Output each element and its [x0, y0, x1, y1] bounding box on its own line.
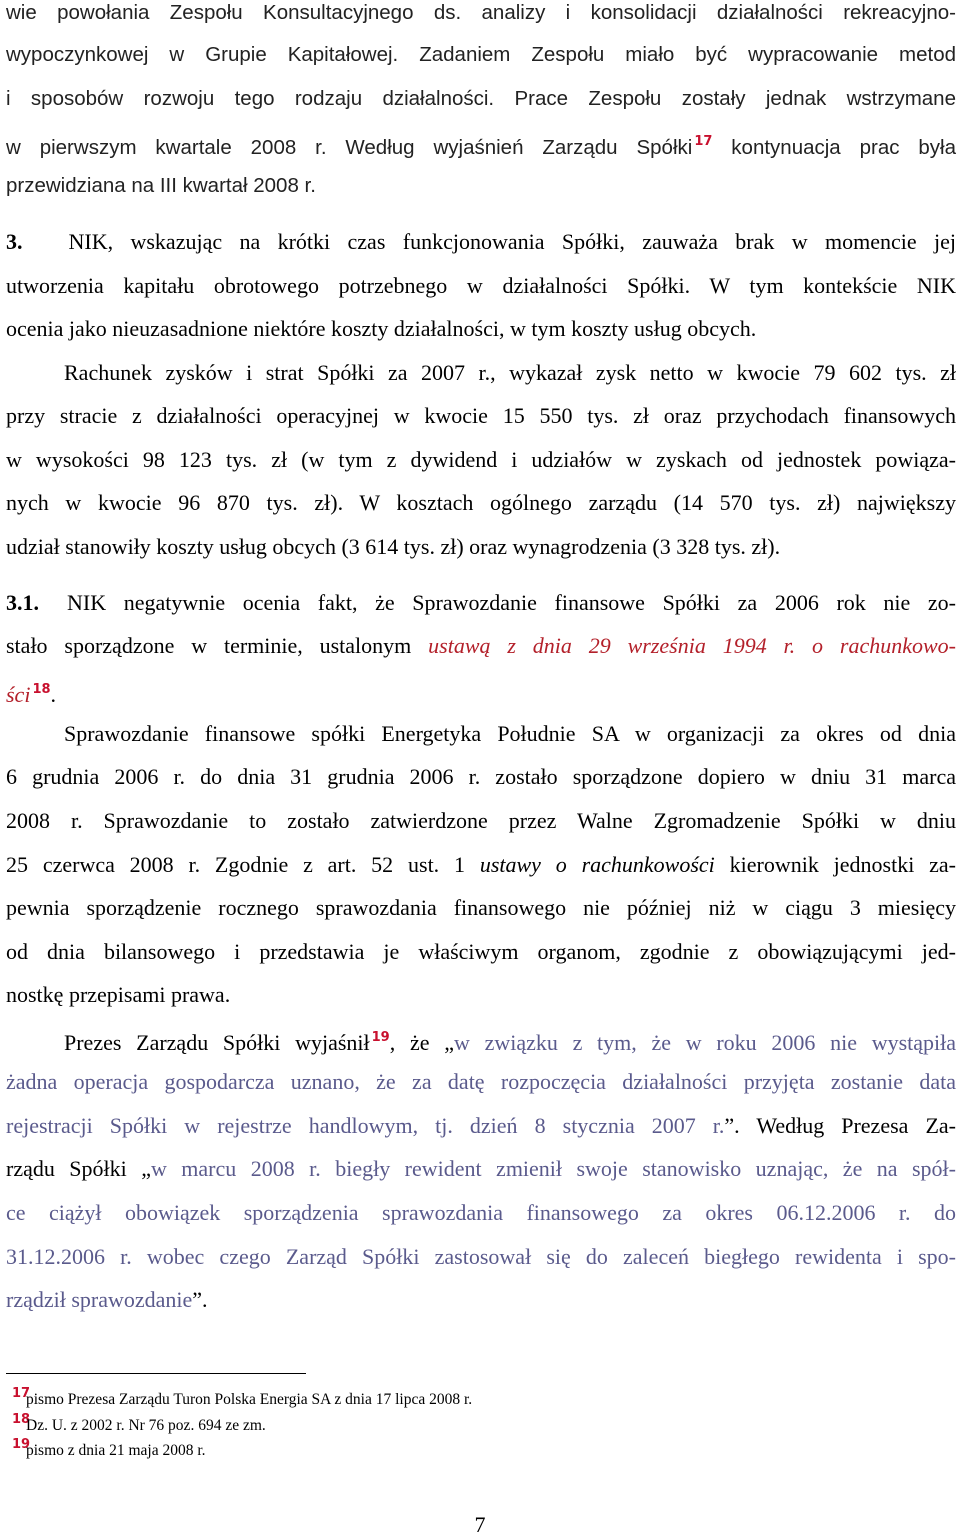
paragraph-line: przewidziana na III kwartał 2008 r. [6, 174, 316, 197]
footnote-ref[interactable]: 17 [694, 134, 713, 149]
paragraph-line: Rachunek zysków i strat Spółki za 2007 r., wykazał zysk netto w kwocie 79 602 tys. zł [64, 360, 956, 385]
paragraph-line: 2008 r. Sprawozdanie to zostało zatwierdzone przez Walne Zgromadzenie Spółki w dniu [6, 808, 956, 833]
text-run: Prezes Zarządu Spółki wyjaśnił [64, 1030, 370, 1055]
paragraph-line [6, 129, 956, 159]
quoted-line: żadna operacja gospodarcza uznano, że za datę rozpoczęcia działalności przyjęta zostanie data [6, 1069, 956, 1094]
paragraph-line [6, 1156, 956, 1182]
paragraph-line [6, 1287, 956, 1313]
paragraph-line: od dnia bilansowego i przedstawia je właściwym organom, zgodnie z obowiązującymi jed- [6, 939, 956, 964]
paragraph-line: nostkę przepisami prawa. [6, 982, 231, 1007]
footnote-number: 17 [12, 1386, 31, 1401]
quoted-line: ce ciążył obowiązek sporządzenia sprawozdania finansowego za okres 06.12.2006 r. do [6, 1200, 956, 1225]
text-run: , że „ [389, 1030, 454, 1055]
text-run: NIK, wskazując na krótki czas funkcjonowania Spółki, zauważa brak w momencie jej [68, 229, 956, 254]
text-run: . [50, 682, 57, 707]
footnote-ref[interactable]: 19 [371, 1030, 390, 1045]
paragraph-line: utworzenia kapitału obrotowego potrzebnego w działalności Spółki. W tym kontekście NIK [6, 273, 956, 298]
quoted-text: rządził sprawozdanie [6, 1287, 193, 1312]
section-3-line [6, 229, 956, 255]
paragraph-line: w wysokości 98 123 tys. zł (w tym z dywidend i udziałów w zyskach od jednostek powiąza- [6, 447, 956, 472]
paragraph-line [6, 633, 956, 659]
paragraph-line [6, 852, 956, 878]
page-number: 7 [474, 1512, 486, 1537]
text-run: NIK negatywnie ocenia fakt, że Sprawozdanie finansowe Spółki za 2006 rok nie zo- [67, 590, 956, 615]
paragraph-line: 6 grudnia 2006 r. do dnia 31 grudnia 2006 r. zostało sporządzone dopiero w dniu 31 marca [6, 764, 956, 789]
paragraph-line: przy stracie z działalności operacyjnej w kwocie 15 550 tys. zł oraz przychodach finansowych [6, 403, 956, 428]
law-link[interactable]: ści [6, 682, 31, 707]
paragraph-line: Sprawozdanie finansowe spółki Energetyka Południe SA w organizacji za okres od dnia [64, 721, 956, 746]
paragraph-line: ocenia jako nieuzasadnione niektóre koszty działalności, w tym koszty usług obcych. [6, 316, 757, 341]
text-run: 25 czerwca 2008 r. Zgodnie z art. 52 ust. 1 [6, 852, 480, 877]
footnote-ref[interactable]: 18 [32, 682, 51, 697]
text-run: rządu Spółki „ [6, 1156, 151, 1181]
section-number: 3.1. [6, 590, 39, 615]
text-run: ”. [192, 1287, 208, 1312]
paragraph-line: wypoczynkowej w Grupie Kapitałowej. Zadaniem Zespołu miało być wypracowanie metod [6, 43, 956, 66]
paragraph-line [6, 677, 956, 707]
law-link[interactable]: ustawą z dnia 29 września 1994 r. o rachunkowo- [428, 633, 956, 658]
footnote-number: 19 [12, 1437, 31, 1452]
footnote-text: pismo Prezesa Zarządu Turon Polska Energia SA z dnia 17 lipca 2008 r. [26, 1391, 473, 1408]
quoted-text: w związku z tym, że w roku 2006 nie wystąpiła [453, 1030, 957, 1055]
footnote-number: 18 [12, 1412, 31, 1427]
paragraph-line: i sposobów rozwoju tego rodzaju działalności. Prace Zespołu zostały jednak wstrzymane [6, 87, 956, 110]
paragraph-line: pewnia sporządzenie rocznego sprawozdania finansowego nie później niż w ciągu 3 miesięcy [6, 895, 956, 920]
text-run: stało sporządzone w terminie, ustalonym [6, 633, 429, 658]
paragraph-line [64, 1025, 957, 1055]
section-3-1-line [6, 590, 956, 616]
text-run: kontynuacja prac była [712, 136, 956, 159]
text-run: w pierwszym kwartale 2008 r. Według wyjaśnień Zarządu Spółki [6, 136, 693, 159]
footnote-text: Dz. U. z 2002 r. Nr 76 poz. 694 ze zm. [26, 1417, 266, 1434]
paragraph-line: udział stanowiły koszty usług obcych (3 614 tys. zł) oraz wynagrodzenia (3 328 tys. zł). [6, 534, 781, 559]
paragraph-line [6, 1113, 956, 1139]
quoted-line: 31.12.2006 r. wobec czego Zarząd Spółki zastosował się do zaleceń biegłego rewidenta i spo- [6, 1244, 956, 1269]
section-number: 3. [6, 229, 23, 254]
quoted-text: w marcu 2008 r. biegły rewident zmienił swoje stanowisko uznając, że na spół- [150, 1156, 956, 1181]
footnote-divider [6, 1373, 306, 1374]
paragraph-line: nych w kwocie 96 870 tys. zł). W kosztach ogólnego zarządu (14 570 tys. zł) największy [6, 490, 956, 515]
text-run: kierownik jednostki za- [714, 852, 956, 877]
footnote-text: pismo z dnia 21 maja 2008 r. [26, 1442, 206, 1459]
text-run: ”. Według Prezesa Za- [724, 1113, 956, 1138]
law-name: ustawy o rachunkowości [479, 852, 715, 877]
paragraph-line: wie powołania Zespołu Konsultacyjnego ds. analizy i konsolidacji działalności rekreacyjno- [6, 1, 956, 24]
quoted-text: rejestracji Spółki w rejestrze handlowym, tj. dzień 8 stycznia 2007 r. [6, 1113, 725, 1138]
